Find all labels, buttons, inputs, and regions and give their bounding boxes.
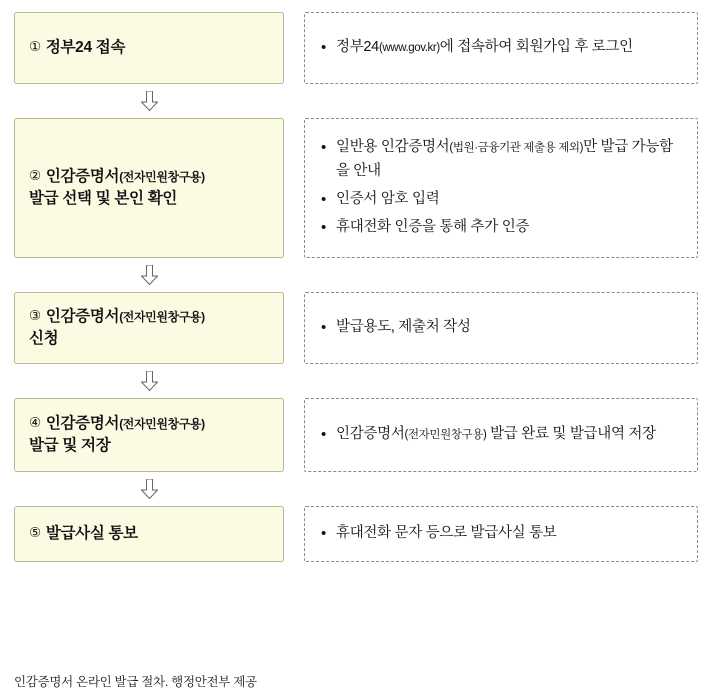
spacer bbox=[284, 506, 304, 562]
step-3-title-sub: (전자민원창구용) bbox=[119, 309, 205, 324]
step-3-title bbox=[29, 306, 273, 351]
step-1-detail-list bbox=[319, 36, 685, 59]
step-2-detail-list bbox=[319, 136, 685, 240]
arrow-2-3 bbox=[14, 258, 284, 292]
list-item bbox=[319, 423, 685, 446]
step-4-title bbox=[29, 413, 273, 458]
detail-main: 정부24 bbox=[336, 39, 379, 56]
step-3-number: ③ bbox=[29, 307, 41, 323]
list-item bbox=[319, 216, 685, 239]
detail-main: 일반용 인감증명서 bbox=[336, 139, 450, 156]
detail-main: 인감증명서 bbox=[336, 426, 405, 443]
step-4-title-line2: 발급 및 저장 bbox=[29, 437, 111, 454]
list-item bbox=[319, 188, 685, 211]
step-1-details bbox=[304, 12, 698, 84]
flow-step-5 bbox=[14, 506, 698, 562]
spacer bbox=[284, 118, 304, 258]
arrow-4-5 bbox=[14, 472, 284, 506]
step-3-details bbox=[304, 292, 698, 364]
step-5-box bbox=[14, 506, 284, 562]
flow-step-3 bbox=[14, 292, 698, 364]
list-item bbox=[319, 316, 685, 339]
step-3-detail-list bbox=[319, 316, 685, 339]
step-2-number: ② bbox=[29, 167, 41, 183]
arrow-down-icon bbox=[141, 479, 158, 499]
arrow-3-4 bbox=[14, 364, 284, 398]
detail-sub: (법원·금융기관 제출용 제외) bbox=[449, 142, 584, 155]
step-3-title-line2: 신청 bbox=[29, 330, 59, 347]
step-3-box bbox=[14, 292, 284, 364]
step-2-title-sub: (전자민원창구용) bbox=[119, 169, 205, 184]
step-4-box bbox=[14, 398, 284, 472]
figure-caption: 인감증명서 온라인 발급 절차. 행정안전부 제공 bbox=[14, 675, 257, 689]
step-4-title-sub: (전자민원창구용) bbox=[119, 416, 205, 431]
step-3-title-main: 인감증명서 bbox=[45, 307, 120, 325]
step-2-title-line2: 발급 선택 및 본인 확인 bbox=[29, 190, 178, 207]
step-2-title bbox=[29, 166, 273, 211]
step-1-number: ① bbox=[29, 38, 41, 54]
step-4-title-main: 인감증명서 bbox=[45, 414, 120, 432]
arrow-down-icon bbox=[141, 265, 158, 285]
step-5-title-main: 발급사실 통보 bbox=[45, 524, 138, 542]
step-2-title-main: 인감증명서 bbox=[45, 167, 120, 185]
step-1-title-main: 정부24 접속 bbox=[45, 38, 126, 56]
detail-sub: (전자민원창구용) bbox=[404, 429, 487, 442]
arrow-1-2 bbox=[14, 84, 284, 118]
step-5-detail-list bbox=[319, 522, 685, 545]
detail-main: 발급용도, 제출처 작성 bbox=[336, 319, 471, 336]
detail-sub: (www.gov.kr) bbox=[378, 42, 440, 55]
step-5-title bbox=[29, 523, 273, 545]
step-5-number: ⑤ bbox=[29, 524, 41, 540]
flow-step-4 bbox=[14, 398, 698, 472]
spacer bbox=[284, 292, 304, 364]
list-item bbox=[319, 36, 685, 59]
flow-step-1 bbox=[14, 12, 698, 84]
list-item bbox=[319, 136, 685, 183]
spacer bbox=[284, 12, 304, 84]
detail-main: 휴대전화 문자 등으로 발급사실 통보 bbox=[336, 525, 557, 542]
step-4-number: ④ bbox=[29, 414, 41, 430]
step-5-details bbox=[304, 506, 698, 562]
detail-tail: 발급 완료 및 발급내역 저장 bbox=[486, 426, 656, 443]
step-2-box bbox=[14, 118, 284, 258]
list-item bbox=[319, 522, 685, 545]
flow-step-2 bbox=[14, 118, 698, 258]
arrow-down-icon bbox=[141, 371, 158, 391]
step-2-details bbox=[304, 118, 698, 258]
detail-main: 휴대전화 인증을 통해 추가 인증 bbox=[336, 219, 530, 236]
step-1-title bbox=[29, 37, 273, 59]
arrow-down-icon bbox=[141, 91, 158, 111]
step-1-box bbox=[14, 12, 284, 84]
detail-tail: 만 발급 가능함을 안내 bbox=[336, 139, 673, 179]
detail-tail: 에 접속하여 회원가입 후 로그인 bbox=[439, 39, 633, 56]
detail-main: 인증서 암호 입력 bbox=[336, 191, 440, 207]
spacer bbox=[284, 398, 304, 472]
step-4-detail-list bbox=[319, 423, 685, 446]
step-4-details bbox=[304, 398, 698, 472]
